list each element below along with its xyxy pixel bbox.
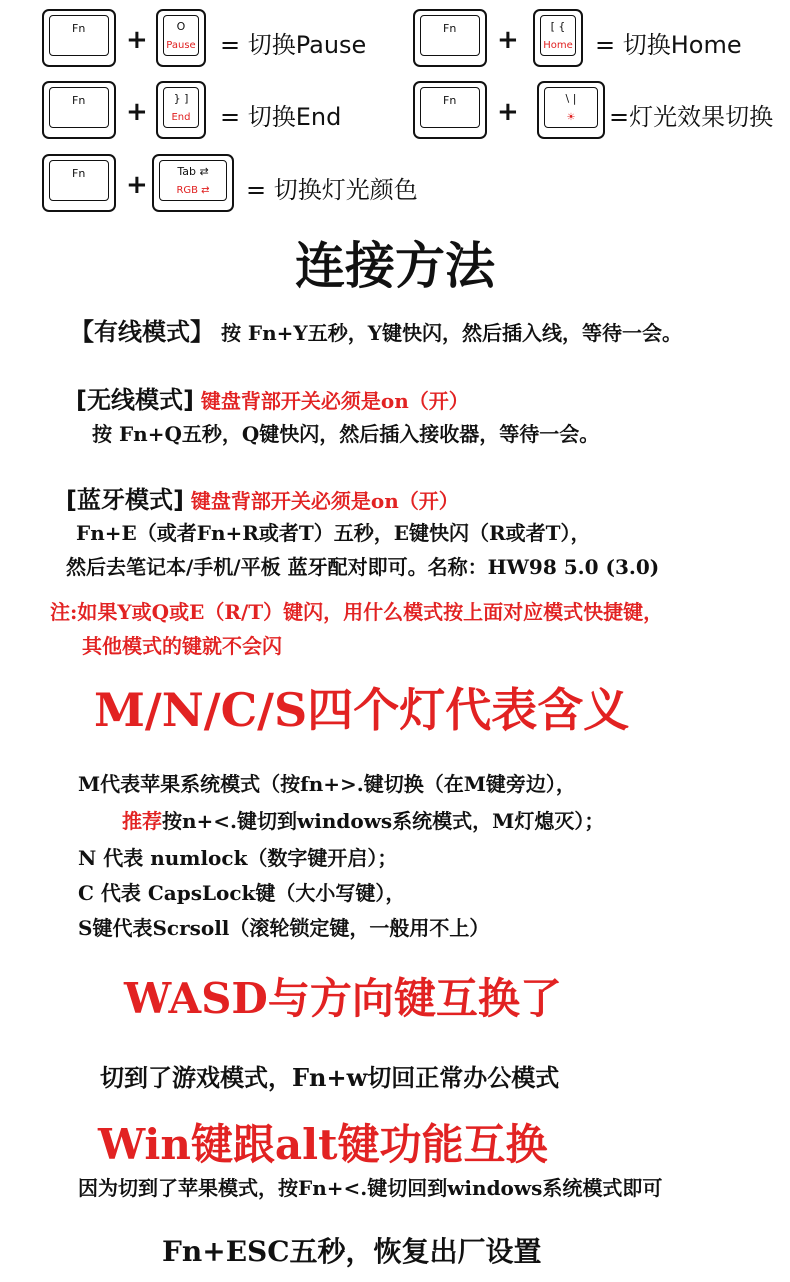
wired-mode (70, 312, 682, 347)
shortcut-result: = 切换End (220, 103, 342, 131)
recommend-label: 推荐 (122, 809, 162, 833)
backslash-key: \ | ☀ (537, 81, 605, 139)
lights-m-2-text: 按n+<.键切到windows系统模式，M灯熄灭）； (162, 809, 605, 833)
bluetooth-text-1: Fn+E（或者Fn+R或者T）五秒，E键快闪（R或者T）， (76, 521, 591, 545)
reset-text: Fn+ESC五秒，恢复出厂设置 (162, 1235, 542, 1268)
wireless-mode (76, 380, 469, 415)
plus-sign: + (497, 97, 519, 127)
shortcut-result: =灯光效果切换 (609, 103, 774, 131)
pause-key: O Pause (156, 9, 206, 67)
lights-c: C 代表 CapsLock键（大小写键）， (78, 881, 406, 905)
connect-title: 连接方法 (295, 237, 495, 295)
bluetooth-mode (66, 480, 459, 515)
wasd-title: WASD与方向键互换了 (124, 974, 562, 1023)
bluetooth-note: 键盘背部开关必须是on（开） (190, 489, 459, 513)
win-text: 因为切到了苹果模式，按Fn+<.键切回到windows系统模式即可 (78, 1176, 663, 1200)
shortcut-home (413, 9, 753, 73)
lights-s: S键代表Scrsoll（滚轮锁定键，一般用不上） (78, 916, 490, 940)
shortcut-result: = 切换灯光颜色 (246, 176, 418, 204)
home-key: [ { Home (533, 9, 583, 67)
fn-key: Fn (42, 81, 116, 139)
lights-m-1: M代表苹果系统模式（按fn+>.键切换（在M键旁边）， (78, 772, 576, 796)
end-key: } ] End (156, 81, 206, 139)
lights-m-2 (122, 805, 604, 834)
fn-key: Fn (42, 154, 116, 212)
wireless-note: 键盘背部开关必须是on（开） (200, 389, 469, 413)
note-line-2: 其他模式的键就不会闪 (82, 634, 282, 658)
bluetooth-text-2: 然后去笔记本/手机/平板 蓝牙配对即可。名称：HW98 5.0 (3.0) (66, 555, 660, 579)
plus-sign: + (126, 25, 148, 55)
wired-label: 【有线模式】 (70, 318, 214, 346)
lights-n: N 代表 numlock（数字键开启）； (78, 846, 398, 870)
lights-title: M/N/C/S四个灯代表含义 (94, 683, 630, 737)
shortcut-result: = 切换Home (595, 31, 742, 59)
tab-key: Tab ⇄ RGB ⇄ (152, 154, 234, 212)
wireless-label: [无线模式] (76, 386, 194, 414)
light-effect-icon: ☀ (566, 112, 576, 123)
bluetooth-label: [蓝牙模式] (66, 486, 184, 514)
fn-key: Fn (413, 81, 487, 139)
shortcut-light-effect (413, 81, 783, 145)
shortcut-pause (42, 9, 372, 73)
fn-key: Fn (42, 9, 116, 67)
shortcut-end (42, 81, 372, 145)
wireless-text: 按 Fn+Q五秒，Q键快闪，然后插入接收器，等待一会。 (92, 422, 600, 446)
fn-key: Fn (413, 9, 487, 67)
plus-sign: + (497, 25, 519, 55)
shortcut-result: = 切换Pause (220, 31, 367, 59)
plus-sign: + (126, 97, 148, 127)
shortcut-light-color (42, 154, 422, 218)
wired-text: 按 Fn+Y五秒，Y键快闪，然后插入线，等待一会。 (220, 321, 682, 345)
plus-sign: + (126, 170, 148, 200)
wasd-text: 切到了游戏模式，Fn+w切回正常办公模式 (100, 1063, 560, 1092)
note-line-1: 注:如果Y或Q或E（R/T）键闪，用什么模式按上面对应模式快捷键， (50, 600, 664, 624)
win-title: Win键跟alt键功能互换 (98, 1120, 548, 1169)
